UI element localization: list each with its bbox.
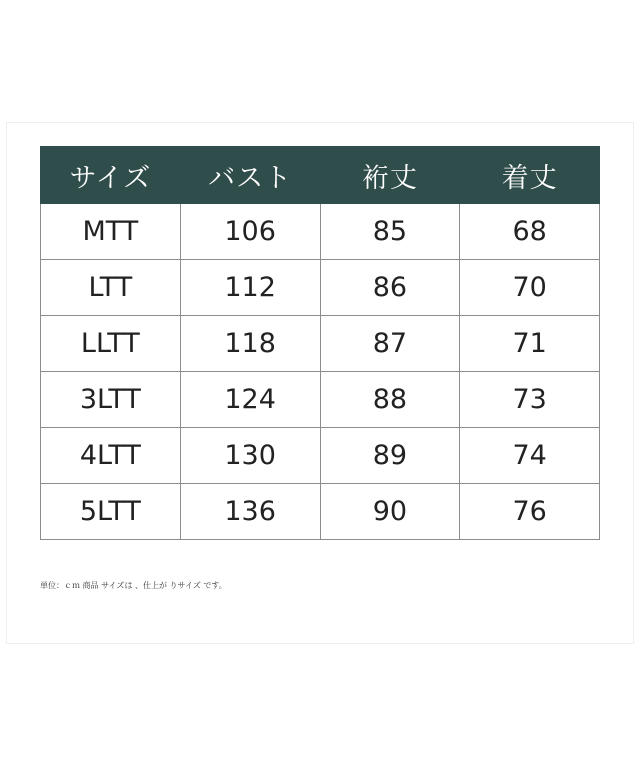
size-table bbox=[40, 146, 600, 540]
sleeve-length-cell: 89 bbox=[320, 428, 460, 484]
body-length-cell: 70 bbox=[460, 260, 600, 316]
size-cell: 4LTT bbox=[41, 428, 181, 484]
sleeve-length-cell: 85 bbox=[320, 204, 460, 260]
header-size: サイズ bbox=[41, 147, 181, 204]
size-cell: LTT bbox=[41, 260, 181, 316]
bust-cell: 112 bbox=[180, 260, 320, 316]
size-cell: MTT bbox=[41, 204, 181, 260]
size-cell: 5LTT bbox=[41, 484, 181, 540]
body-length-cell: 74 bbox=[460, 428, 600, 484]
size-cell: LLTT bbox=[41, 316, 181, 372]
sleeve-length-cell: 87 bbox=[320, 316, 460, 372]
body-length-cell: 71 bbox=[460, 316, 600, 372]
bust-cell: 130 bbox=[180, 428, 320, 484]
body-length-cell: 73 bbox=[460, 372, 600, 428]
bust-cell: 106 bbox=[180, 204, 320, 260]
table-row bbox=[41, 372, 600, 428]
header-sleeve-length: 裄丈 bbox=[320, 147, 460, 204]
size-cell: 3LTT bbox=[41, 372, 181, 428]
table-header-row bbox=[41, 147, 600, 204]
bust-cell: 136 bbox=[180, 484, 320, 540]
body-length-cell: 76 bbox=[460, 484, 600, 540]
sleeve-length-cell: 90 bbox=[320, 484, 460, 540]
table-row bbox=[41, 484, 600, 540]
table-row bbox=[41, 260, 600, 316]
bust-cell: 124 bbox=[180, 372, 320, 428]
body-length-cell: 68 bbox=[460, 204, 600, 260]
header-bust: バスト bbox=[180, 147, 320, 204]
sleeve-length-cell: 86 bbox=[320, 260, 460, 316]
table-row bbox=[41, 428, 600, 484]
header-body-length: 着丈 bbox=[460, 147, 600, 204]
unit-note: 単位：ｃｍ 商品 サイズは 、仕上が りサイズ です。 bbox=[40, 581, 227, 590]
table-row bbox=[41, 204, 600, 260]
bust-cell: 118 bbox=[180, 316, 320, 372]
sleeve-length-cell: 88 bbox=[320, 372, 460, 428]
table-row bbox=[41, 316, 600, 372]
